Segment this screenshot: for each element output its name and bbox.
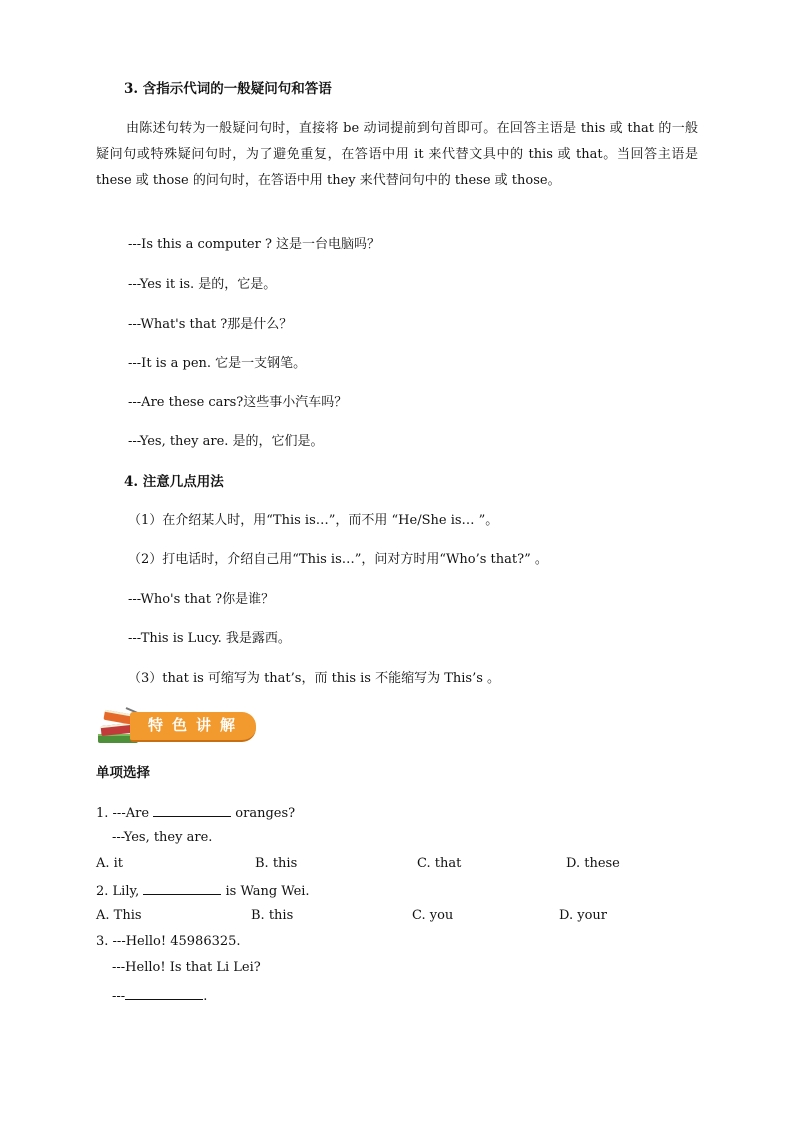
quiz-title: 单项选择 — [96, 765, 150, 781]
question-text: --- — [112, 989, 126, 1004]
example-line: ---Yes it is. 是的，它是。 — [128, 277, 277, 292]
section-3-paragraph: 由陈述句转为一般疑问句时，直接将 be 动词提前到句首即可。在回答主语是 this 或 that 的一般疑问句或特殊疑问句时，为了避免重复，在答语中用 it 来代替文具中的 this 或 that。当回答主语是 these 或 those 的问句时，在答语中用 they 来代替问句中的 these 或 those。 — [96, 121, 698, 188]
answer-blank — [125, 986, 203, 1000]
question-text: . — [203, 989, 208, 1004]
option-d: D. these — [566, 856, 620, 871]
option-a: A. This — [96, 908, 142, 923]
example-line: ---Yes, they are. 是的，它们是。 — [128, 434, 324, 449]
usage-note: （3）that is 可缩写为 that’s，而 this is 不能缩写为 This’s 。 — [128, 671, 501, 686]
question-text: 1. ---Are — [96, 806, 154, 821]
question-1-answer: ---Yes, they are. — [112, 830, 213, 845]
option-c: C. that — [417, 856, 462, 871]
usage-note: （1）在介绍某人时，用“This is…”，而不用 “He/She is… ”。 — [128, 513, 499, 528]
example-line: ---It is a pen. 它是一支钢笔。 — [128, 356, 307, 371]
option-c: C. you — [412, 908, 454, 923]
feature-banner — [96, 704, 258, 744]
answer-blank — [143, 881, 221, 895]
question-text: oranges? — [231, 806, 296, 821]
example-line: ---Are these cars?这些事小汽车吗？ — [128, 395, 348, 410]
question-2 — [96, 881, 310, 901]
example-line: ---Is this a computer ? 这是一台电脑吗？ — [128, 237, 381, 252]
option-a: A. it — [96, 856, 124, 871]
section-3-heading: 3. 含指示代词的一般疑问句和答语 — [124, 81, 332, 97]
banner-label: 特色讲解 — [148, 716, 245, 734]
question-1 — [96, 803, 295, 823]
usage-note: （2）打电话时，介绍自己用“This is…”，问对方时用“Who’s that?” 。 — [128, 552, 548, 567]
answer-blank — [153, 803, 231, 817]
question-text: is Wang Wei. — [221, 884, 310, 899]
example-line: ---What's that ?那是什么？ — [128, 317, 293, 332]
example-line: ---Who's that ?你是谁？ — [128, 592, 275, 607]
section-4-heading: 4. 注意几点用法 — [124, 474, 224, 490]
option-b: B. this — [251, 908, 294, 923]
option-b: B. this — [255, 856, 298, 871]
question-3-line-2: ---Hello! Is that Li Lei? — [112, 960, 261, 975]
question-3: 3. ---Hello! 45986325. — [96, 934, 241, 949]
question-3-line-3 — [112, 986, 207, 1006]
option-d: D. your — [559, 908, 607, 923]
question-text: 2. Lily, — [96, 884, 144, 899]
example-line: ---This is Lucy. 我是露西。 — [128, 631, 291, 646]
